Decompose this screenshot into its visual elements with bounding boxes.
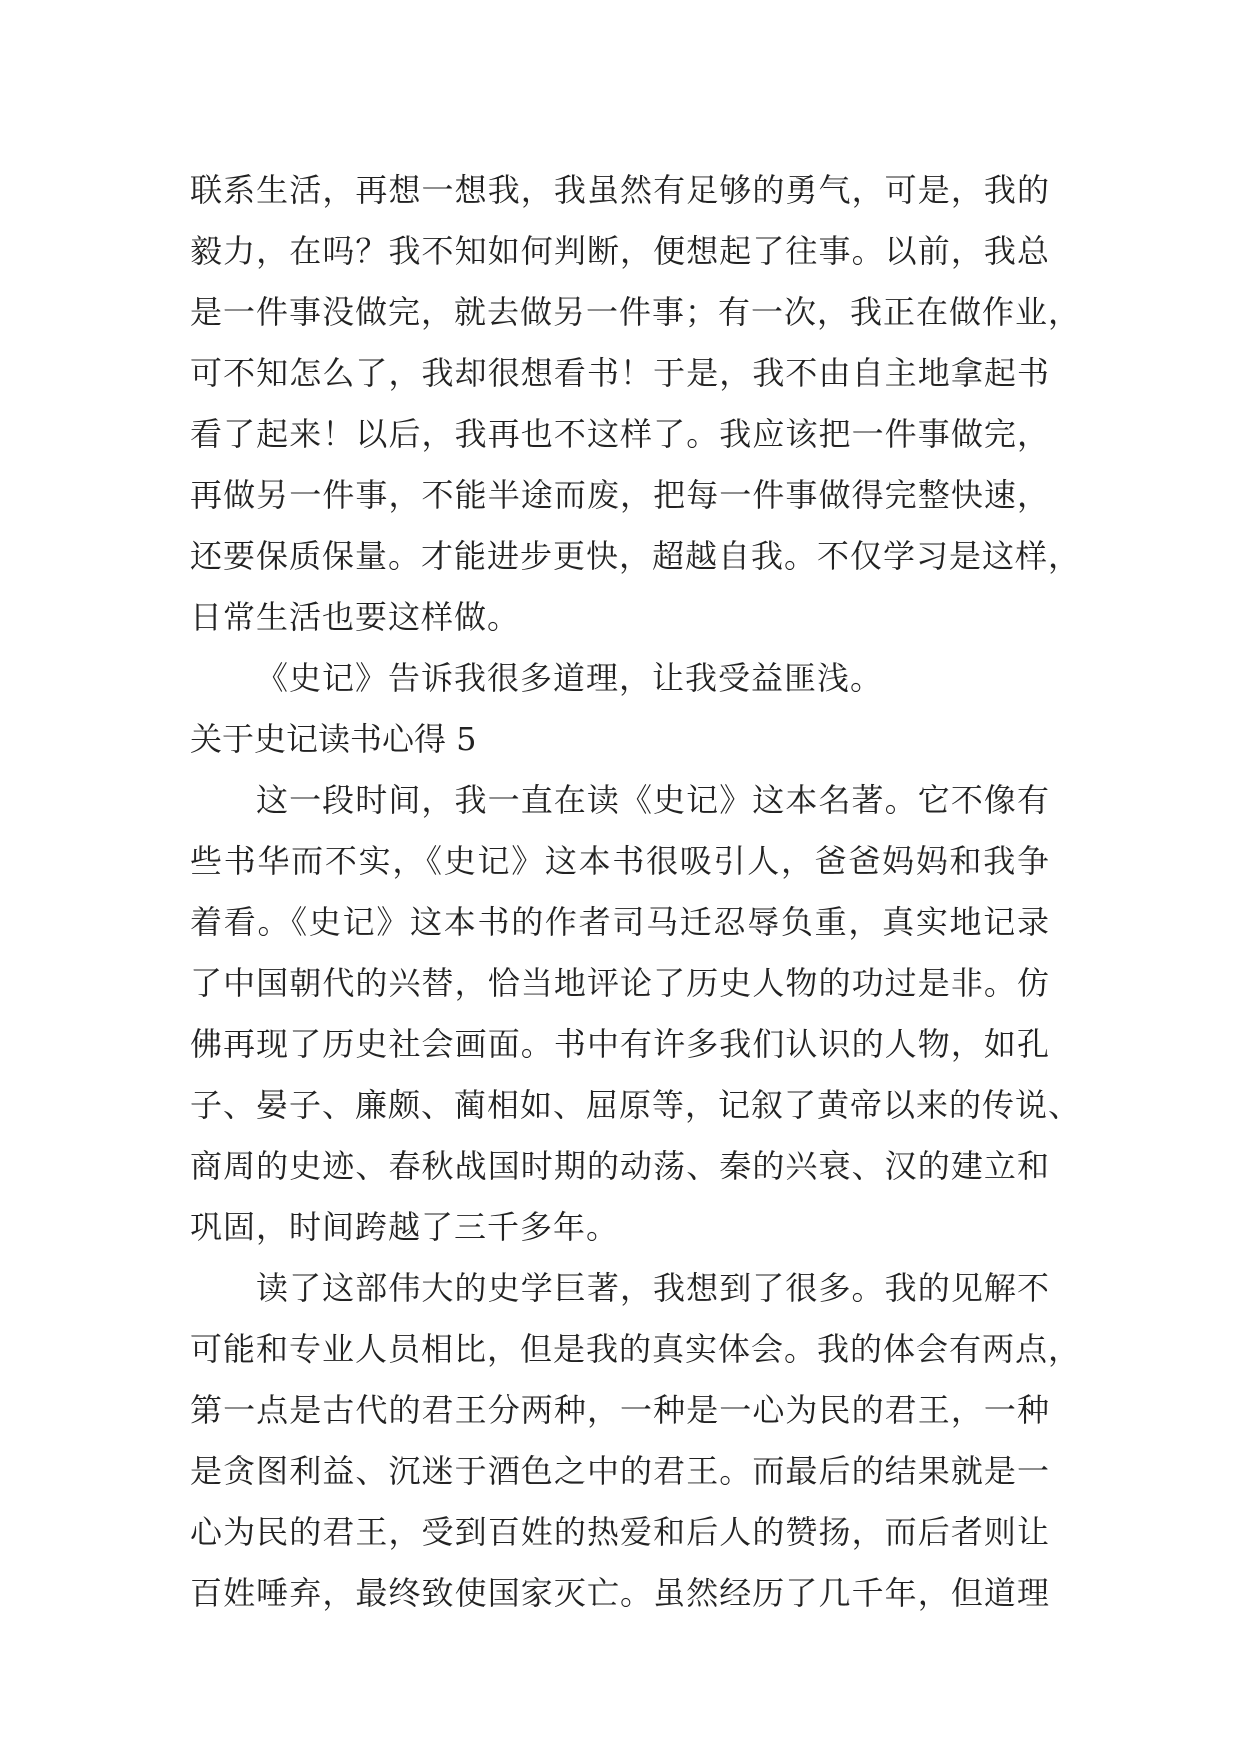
text-line: 联系生活，再想一想我，我虽然有足够的勇气，可是，我的 bbox=[190, 171, 1050, 209]
text-line: 商周的史迹、春秋战国时期的动荡、秦的兴衰、汉的建立和 bbox=[190, 1147, 1050, 1185]
text-line: 子、晏子、廉颇、蔺相如、屈原等，记叙了黄帝以来的传说、 bbox=[190, 1086, 1082, 1124]
text-line: 可能和专业人员相比，但是我的真实体会。我的体会有两点， bbox=[190, 1330, 1082, 1368]
text-line: 百姓唾弃，最终致使国家灭亡。虽然经历了几千年，但道理 bbox=[190, 1574, 1050, 1612]
text-line: 了中国朝代的兴替，恰当地评论了历史人物的功过是非。仿 bbox=[190, 964, 1050, 1002]
text-line: 佛再现了历史社会画面。书中有许多我们认识的人物，如孔 bbox=[190, 1025, 1050, 1063]
text-line: 看了起来！以后，我再也不这样了。我应该把一件事做完， bbox=[190, 415, 1050, 453]
document-body bbox=[190, 160, 1082, 1624]
text-line: 再做另一件事，不能半途而废，把每一件事做得完整快速， bbox=[190, 476, 1050, 514]
paragraph-first-line: 这一段时间，我一直在读《史记》这本名著。它不像有 bbox=[256, 781, 1050, 819]
section-heading: 关于史记读书心得 5 bbox=[190, 720, 477, 758]
text-line: 是一件事没做完，就去做另一件事；有一次，我正在做作业， bbox=[190, 293, 1082, 331]
text-line: 可不知怎么了，我却很想看书！于是，我不由自主地拿起书 bbox=[190, 354, 1050, 392]
text-line: 日常生活也要这样做。 bbox=[190, 598, 521, 636]
text-line: 毅力，在吗？我不知如何判断，便想起了往事。以前，我总 bbox=[190, 232, 1050, 270]
text-line: 些书华而不实，《史记》这本书很吸引人，爸爸妈妈和我争 bbox=[190, 842, 1050, 880]
text-line: 巩固，时间跨越了三千多年。 bbox=[190, 1208, 620, 1246]
text-line: 心为民的君王，受到百姓的热爱和后人的赞扬，而后者则让 bbox=[190, 1513, 1050, 1551]
closing-sentence: 《史记》告诉我很多道理，让我受益匪浅。 bbox=[256, 659, 884, 697]
text-line: 还要保质保量。才能进步更快，超越自我。不仅学习是这样， bbox=[190, 537, 1082, 575]
text-line: 着看。《史记》这本书的作者司马迁忍辱负重，真实地记录 bbox=[190, 903, 1050, 941]
text-line: 第一点是古代的君王分两种，一种是一心为民的君王，一种 bbox=[190, 1391, 1050, 1429]
paragraph-first-line: 读了这部伟大的史学巨著，我想到了很多。我的见解不 bbox=[256, 1269, 1050, 1307]
text-line: 是贪图利益、沉迷于酒色之中的君王。而最后的结果就是一 bbox=[190, 1452, 1050, 1490]
